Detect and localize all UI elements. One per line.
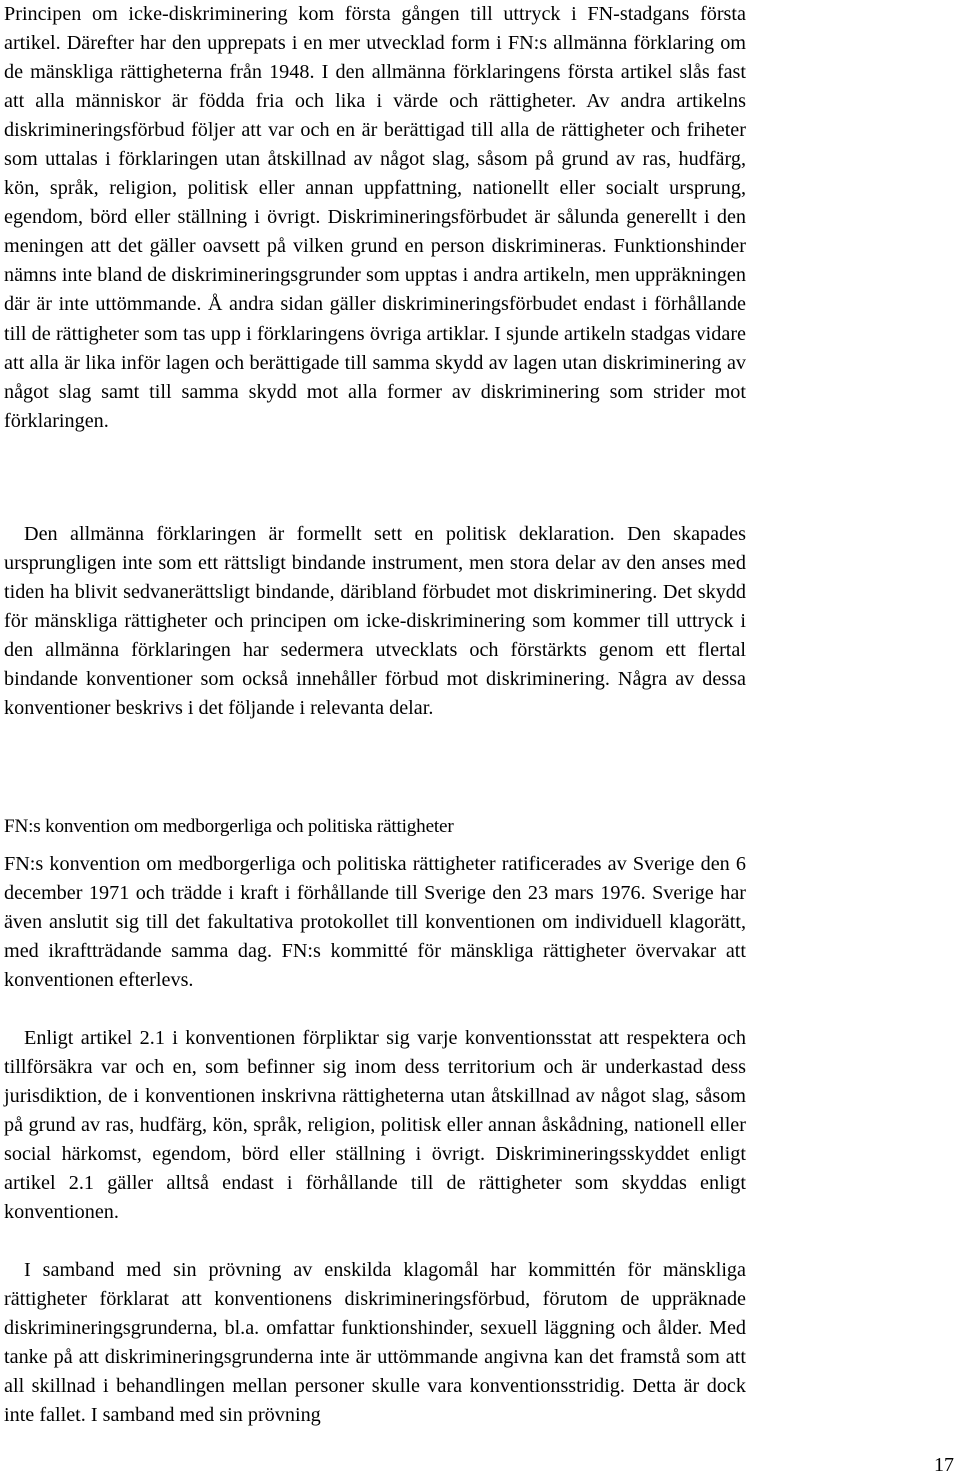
section-heading: FN:s konvention om medborgerliga och politiska rättigheter	[4, 816, 454, 837]
body-paragraph-1: Principen om icke-diskriminering kom första gången till uttryck i FN-stadgans första artikel. Därefter har den upprepats i en mer utvecklad form i FN:s allmänna förklaring om de mänskliga rättigheterna från 1948. I den allmänna förklaringens första artikel slås fast att alla människor är födda fria och lika i värde och rättigheter. Av andra artikelns diskrimineringsförbud följer att var och en är berättigad till alla de rättigheter och friheter som uttalas i förklaringen utan åtskillnad av något slag, såsom på grund av ras, hudfärg, kön, språk, religion, politisk eller annan uppfattning, nationellt eller socialt ursprung, egendom, börd eller ställning i övrigt. Diskrimineringsförbudet är sålunda generellt i den meningen att det gäller oavsett på vilken grund en person diskrimineras. Funktionshinder nämns inte bland de diskrimineringsgrunder som upptas i andra artikeln, men uppräkningen där är inte uttömmande. Å andra sidan gäller diskrimineringsförbudet endast i förhållande till de rättigheter som tas upp i förklaringens övriga artiklar. I sjunde artikeln stadgas vidare att alla är lika inför lagen och berättigade till samma skydd av lagen utan diskriminering av något slag samt till samma skydd mot alla former av diskriminering som strider mot förklaringen.	[4, 3, 746, 432]
section-paragraph-2: Enligt artikel 2.1 i konventionen förpliktar sig varje konventionsstat att respektera och tillförsäkra var och en, som befinner sig inom dess territorium och är underkastad dess jurisdiktion, de i konventionen inskrivna rättigheterna utan åtskillnad av något slag, såsom på grund av ras, hudfärg, kön, språk, religion, politisk eller annan åskådning, nationell eller social härkomst, egendom, börd eller ställning i övrigt. Diskrimineringsskyddet enligt artikel 2.1 gäller alltså endast i förhållande till de rättigheter som skyddas enligt konventionen.	[4, 1027, 746, 1224]
page-number: 17	[934, 1454, 954, 1476]
body-paragraph-2: Den allmänna förklaringen är formellt sett en politisk deklaration. Den skapades ursprungligen inte som ett rättsligt bindande instrument, men stora delar av den anses med tiden ha blivit sedvanerättsligt bindande, däribland förbudet mot diskriminering. Det skydd för mänskliga rättigheter och principen om icke-diskriminering som kommer till uttryck i den allmänna förklaringen har sedermera utvecklats och förstärkts genom ett flertal bindande konventioner som också innehåller förbud mot diskriminering. Några av dessa konventioner beskrivs i det följande i relevanta delar.	[4, 523, 746, 720]
section-paragraph-3: I samband med sin prövning av enskilda klagomål har kommittén för mänskliga rättigheter förklarat att konventionens diskrimineringsförbud, förutom de uppräknade diskrimineringsgrunderna, bl.a. omfattar funktionshinder, sexuell läggning och ålder. Med tanke på att diskrimineringsgrunderna inte är uttömmande angivna kan det framstå som att all skillnad i behandlingen mellan personer skulle vara konventionsstridig. Detta är dock inte fallet. I samband med sin prövning	[4, 1259, 746, 1427]
section-paragraph-1: FN:s konvention om medborgerliga och politiska rättigheter ratificerades av Sverige den 6 december 1971 och trädde i kraft i förhållande till Sverige den 23 mars 1976. Sverige har även anslutit sig till det fakultativa protokollet till konventionen om individuell klagorätt, med ikraftträdande samma dag. FN:s kommitté för mänskliga rättigheter övervakar att konventionen efterlevs.	[4, 853, 746, 992]
